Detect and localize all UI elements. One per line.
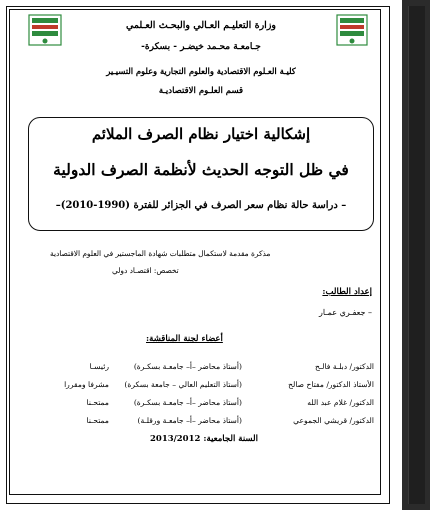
viewer-side-panel xyxy=(402,0,430,510)
department-line: قسم العلـوم الاقتصاديـة xyxy=(158,86,244,96)
committee-member-row xyxy=(30,416,374,432)
member-title: (أستاذ محاضر –أ– جامعـة بسكـرة) xyxy=(133,398,242,407)
committee-heading: أعضاء لجنة المناقشة: xyxy=(146,334,223,344)
academic-year-label: السنة الجامعية: xyxy=(203,434,258,444)
member-role: رئيسـا xyxy=(89,362,109,371)
university-logo-left-icon xyxy=(28,14,62,46)
thesis-subtitle: – دراسة حالة نظام سعر الصرف في الجزائر للفترة (1990-2010)– xyxy=(55,200,347,211)
thesis-title-line1: إشكالية اختيار نظام الصرف الملائم xyxy=(91,125,311,143)
university-logo-right-icon xyxy=(336,14,368,46)
member-name: الأستاذ الدكتور/ مفتاح صالح xyxy=(288,380,374,389)
next-page-edge xyxy=(408,6,425,504)
faculty-line: كليـة العـلوم الاقتصادية والعلوم التجارية وعلوم التسيـير xyxy=(106,66,296,76)
member-role: ممتحـنا xyxy=(86,416,109,425)
ministry-line: وزارة التعليـم العـالي والبحـث العـلمي xyxy=(125,20,276,31)
member-role: ممتحـنا xyxy=(86,398,109,407)
member-name: الدكتور/ غلام عبد الله xyxy=(307,398,374,407)
academic-year xyxy=(150,434,258,444)
student-label: إعداد الطالب: xyxy=(322,287,372,297)
committee-member-row xyxy=(30,362,374,378)
specialization: تخصص: اقتصـاد دولي xyxy=(112,266,179,275)
member-role: مشرفا ومقررا xyxy=(64,380,109,389)
committee-member-row xyxy=(30,380,374,396)
member-name: الدكتور/ دبلـة فالـح xyxy=(315,362,374,371)
thesis-title-line2: في ظل التوجه الحديث لأنظمة الصرف الدولية xyxy=(53,160,349,179)
member-title: (أستاذ محاضر –أ– جامعـة بسكـرة) xyxy=(133,362,242,371)
student-name: – جعفـري عمـار xyxy=(319,308,372,317)
committee-member-row xyxy=(30,398,374,414)
member-title: (أستاذ محاضر –أ– جامعـة ورقلـة) xyxy=(137,416,242,425)
member-title: (أستاذ التعليم العالي – جامعة بسكرة) xyxy=(124,380,242,389)
memo-description: مذكرة مقدمة لاستكمال متطلبات شهادة الماجستير في العلوم الاقتصادية xyxy=(50,249,271,258)
member-name: الدكتور/ قريشي الجموعي xyxy=(293,416,374,425)
university-line: جـامعـة محـمد خيضـر - بسكرة- xyxy=(141,42,261,52)
academic-year-value: 2013/2012 xyxy=(150,434,201,444)
